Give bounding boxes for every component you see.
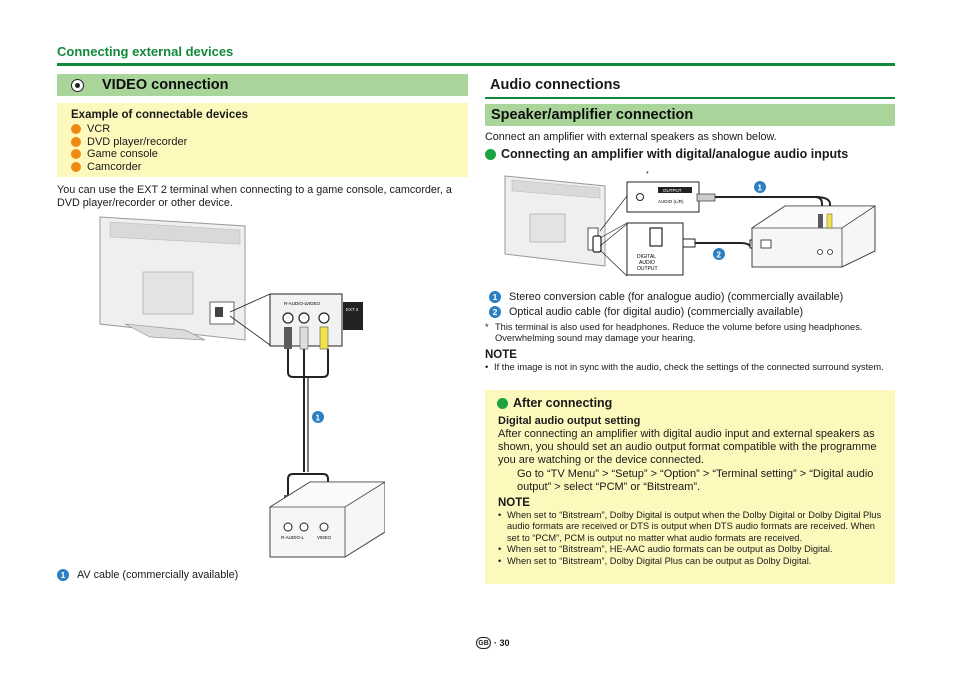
note-text: When set to “Bitstream”, Dolby Digital Plus can be output as Dolby Digital. [507, 555, 812, 566]
list-item [71, 123, 187, 136]
page-number-text: · 30 [494, 638, 510, 648]
orange-dot-icon [71, 124, 81, 134]
video-connection-title: VIDEO connection [102, 77, 229, 93]
numbered-circle-icon: 2 [489, 306, 501, 318]
device-label: VCR [87, 123, 111, 135]
note-list [498, 510, 888, 567]
audio-connection-diagram [500, 166, 880, 278]
orange-dot-icon [71, 137, 81, 147]
callout-2-label: 2 [716, 250, 721, 260]
jack-audio-label: R-AUDIO-L [284, 301, 308, 306]
cable-note-text: Stereo conversion cable (for analogue audio) (commercially available) [509, 290, 844, 303]
menu-path-instruction: Go to “TV Menu” > “Setup” > “Option” > “Terminal setting” > “Digital audio output” > select “PCM” or “Bitstream”. [517, 468, 874, 493]
note-text: When set to “Bitstream”, Dolby Digital is output when the Dolby Digital or Dolby Digital Plus audio formats are received or DTS is output when DTS audio formats are received. When set to “PCM”, PCM is output no matter what audio formats are received. [507, 510, 882, 543]
audio-divider [485, 97, 895, 99]
device-label: Game console [87, 148, 158, 161]
after-connecting-heading [497, 396, 612, 410]
list-item: • If the image is not in sync with the audio, check the settings of the connected surround system. [485, 362, 884, 372]
jack-video-label: VIDEO [306, 301, 321, 306]
note-list [485, 362, 895, 373]
video-jack-icon [71, 79, 84, 92]
av-cable-note [57, 569, 238, 581]
output-label: OUTPUT [663, 188, 682, 193]
list-item [71, 136, 187, 149]
device-label: DVD player/recorder [87, 135, 188, 148]
asterisk-mark: * [485, 322, 489, 332]
connectable-devices-box [57, 103, 468, 177]
page-number [476, 637, 510, 649]
list-item: • When set to “Bitstream”, Dolby Digital is output when the Dolby Digital or Dolby Digital Plus audio formats are received or DTS is output when DTS audio formats are received. When set to “PCM”, PCM is output no matter what audio formats are received. [498, 510, 888, 544]
headphone-warning-text: This terminal is also used for headphones. Reduce the volume before using headphones. Overwhelming sound may damage your hearing. [495, 322, 863, 344]
cable-note-text: Optical audio cable (for digital audio) (commercially available) [509, 306, 804, 319]
note-text: If the image is not in sync with the audio, check the settings of the connected surround system. [494, 362, 884, 372]
devices-heading: Example of connectable devices [71, 109, 249, 121]
amplifier-intro: Connect an amplifier with external speakers as shown below. [485, 131, 777, 143]
audio-connections-title: Audio connections [490, 77, 621, 93]
audio-label: AUDIO [639, 260, 655, 266]
digital-audio-output-subheading: Digital audio output setting [498, 415, 641, 427]
speaker-amplifier-title: Speaker/amplifier connection [491, 107, 694, 123]
digital-label: DIGITAL [637, 254, 657, 260]
numbered-circle-icon: 1 [57, 569, 69, 581]
callout-1-label: 1 [757, 183, 762, 193]
device-audio-label: R-AUDIO-L [281, 535, 305, 540]
green-dot-icon [497, 398, 508, 409]
speaker-amplifier-heading [485, 104, 895, 126]
list-item [489, 305, 899, 321]
note-title: NOTE [498, 497, 530, 509]
device-video-label: VIDEO [317, 535, 332, 540]
orange-dot-icon [71, 162, 81, 172]
video-connection-diagram [95, 212, 385, 562]
list-item [71, 161, 187, 174]
page-section-title: Connecting external devices [57, 44, 234, 59]
list-item: • When set to “Bitstream”, HE-AAC audio formats can be output as Dolby Digital. [498, 544, 833, 555]
region-badge: GB [476, 637, 491, 649]
video-connection-heading [57, 74, 468, 96]
note-text: When set to “Bitstream”, HE-AAC audio formats can be output as Dolby Digital. [507, 544, 833, 555]
amplifier-subheading [485, 147, 848, 161]
numbered-circle-icon: 1 [489, 291, 501, 303]
av-cable-note-text: AV cable (commercially available) [77, 569, 239, 581]
headphone-warning [485, 322, 895, 345]
list-item [489, 289, 899, 305]
cable-notes [489, 289, 899, 320]
ext2-label: EXT 2 [346, 307, 359, 312]
after-connecting-box [485, 390, 895, 584]
amplifier-subheading-text: Connecting an amplifier with digital/analogue audio inputs [501, 147, 849, 161]
digital-audio-output-body: After connecting an amplifier with digital audio input and external speakers as shown, you should set an audio output format compatible with the programme you are watching or the device connected. [498, 428, 877, 466]
orange-dot-icon [71, 149, 81, 159]
list-item: • When set to “Bitstream”, Dolby Digital Plus can be output as Dolby Digital. [498, 555, 812, 566]
ext-terminal-paragraph: You can use the EXT 2 terminal when connecting to a game console, camcorder, a DVD player/recorder or other device. [57, 184, 452, 210]
header-divider [57, 63, 895, 66]
asterisk-mark: * [646, 171, 649, 178]
output-label-2: OUTPUT [637, 266, 658, 272]
device-label: Camcorder [87, 160, 142, 173]
list-item [71, 148, 187, 161]
after-connecting-title: After connecting [513, 396, 613, 410]
green-dot-icon [485, 149, 496, 160]
devices-list [71, 123, 187, 173]
audio-lr-label: AUDIO (L/R) [658, 199, 684, 204]
note-title: NOTE [485, 349, 517, 361]
callout-1-label: 1 [315, 413, 320, 423]
